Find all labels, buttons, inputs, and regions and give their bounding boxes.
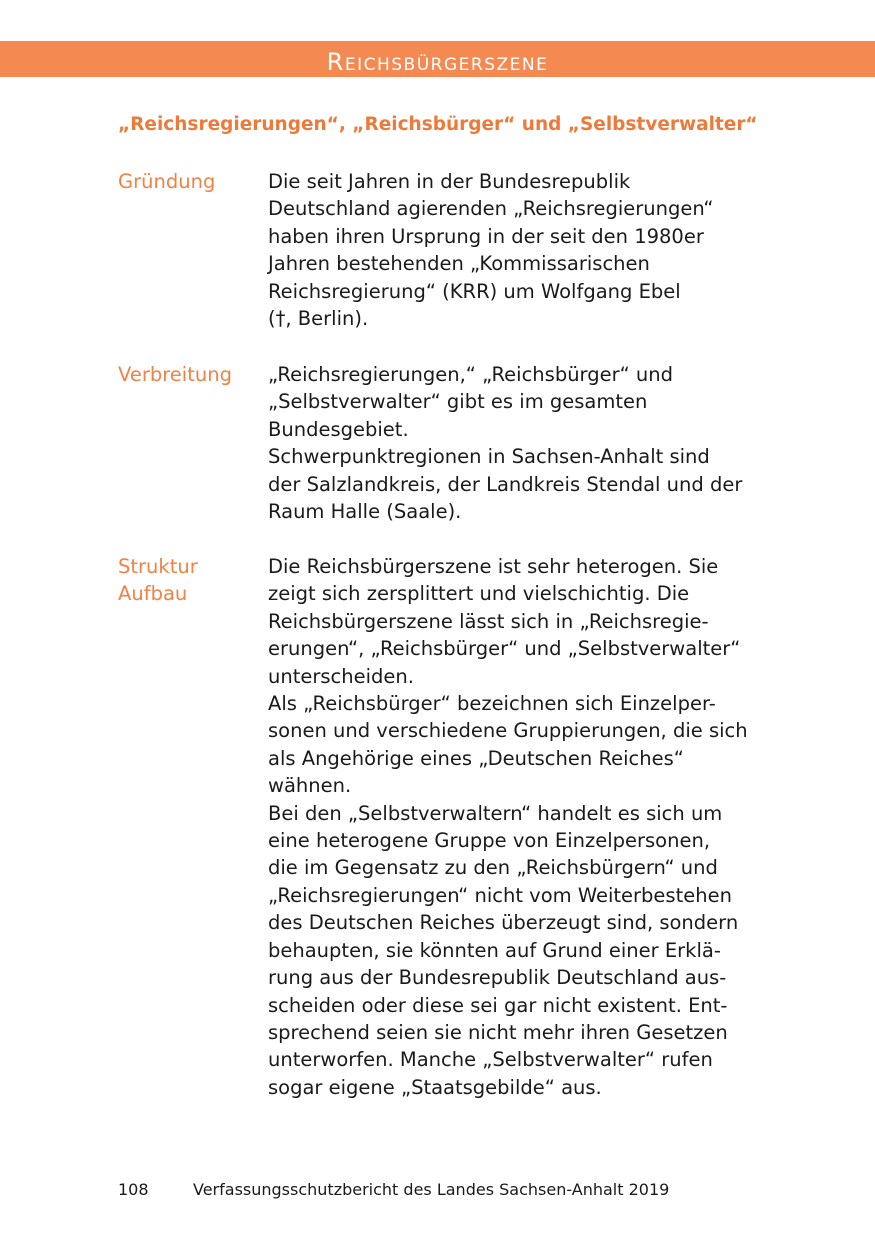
page-section-title: Reichsbürgerszene [326,48,549,76]
section-body: Die seit Jahren in der Bundesrepublik Deutschland agierenden „Reichsregierungen“ haben ihren Ursprung in der seit den 1980er Jahren bestehenden „Kommissarischen Reichsregierung“ (KRR) um Wolfgang Ebel (†, Berlin). [268,170,714,331]
page-footer [118,1180,669,1199]
section-body: „Reichsregierungen,“ „Reichsbürger“ und „Selbstverwalter“ gibt es im gesamten Bundesgebiet. Schwerpunktregionen in Sachsen-Anhalt sind der Salzlandkreis, der Landkreis Stendal und der Raum Halle (Saale). [268,363,743,524]
section-label: Struktur Aufbau [118,555,198,606]
page-subtitle: „Reichsregierungen“, „Reichsbürger“ und „Selbstverwalter“ [118,114,758,135]
section-body: Die Reichsbürgerszene ist sehr heterogen. Sie zeigt sich zersplittert und vielschichtig. Die Reichsbürgerszene lässt sich in „Reichsregie- erungen“, „Reichsbürger“ und „Selbstverwalter“ unterscheiden. Als „Reichsbürger“ bezeichnen sich Einzelper- sonen und verschiedene Gruppierungen, die sich als Angehörige eines „Deutschen Reiches“ wähnen. Bei den „Selbstverwaltern“ handelt es sich um eine heterogene Gruppe von Einzelpersonen, die im Gegensatz zu den „Reichsbürgern“ und „Reichsregierungen“ nicht vom Weiterbestehen des Deutschen Reiches überzeugt sind, sondern behaupten, sie könnten auf Grund einer Erklä- rung aus der Bundesrepublik Deutschland aus- scheiden oder diese sei gar nicht existent. Ent- sprechend seien sie nicht mehr ihren Gesetzen unterworfen. Manche „Selbstverwalter“ rufen sogar eigene „Staatsgebilde“ aus. [268,555,748,1099]
section-label: Verbreitung [118,363,232,386]
page-number: 108 [118,1180,149,1199]
section-label: Gründung [118,170,216,193]
publication-title: Verfassungsschutzbericht des Landes Sachsen-Anhalt 2019 [193,1180,670,1199]
